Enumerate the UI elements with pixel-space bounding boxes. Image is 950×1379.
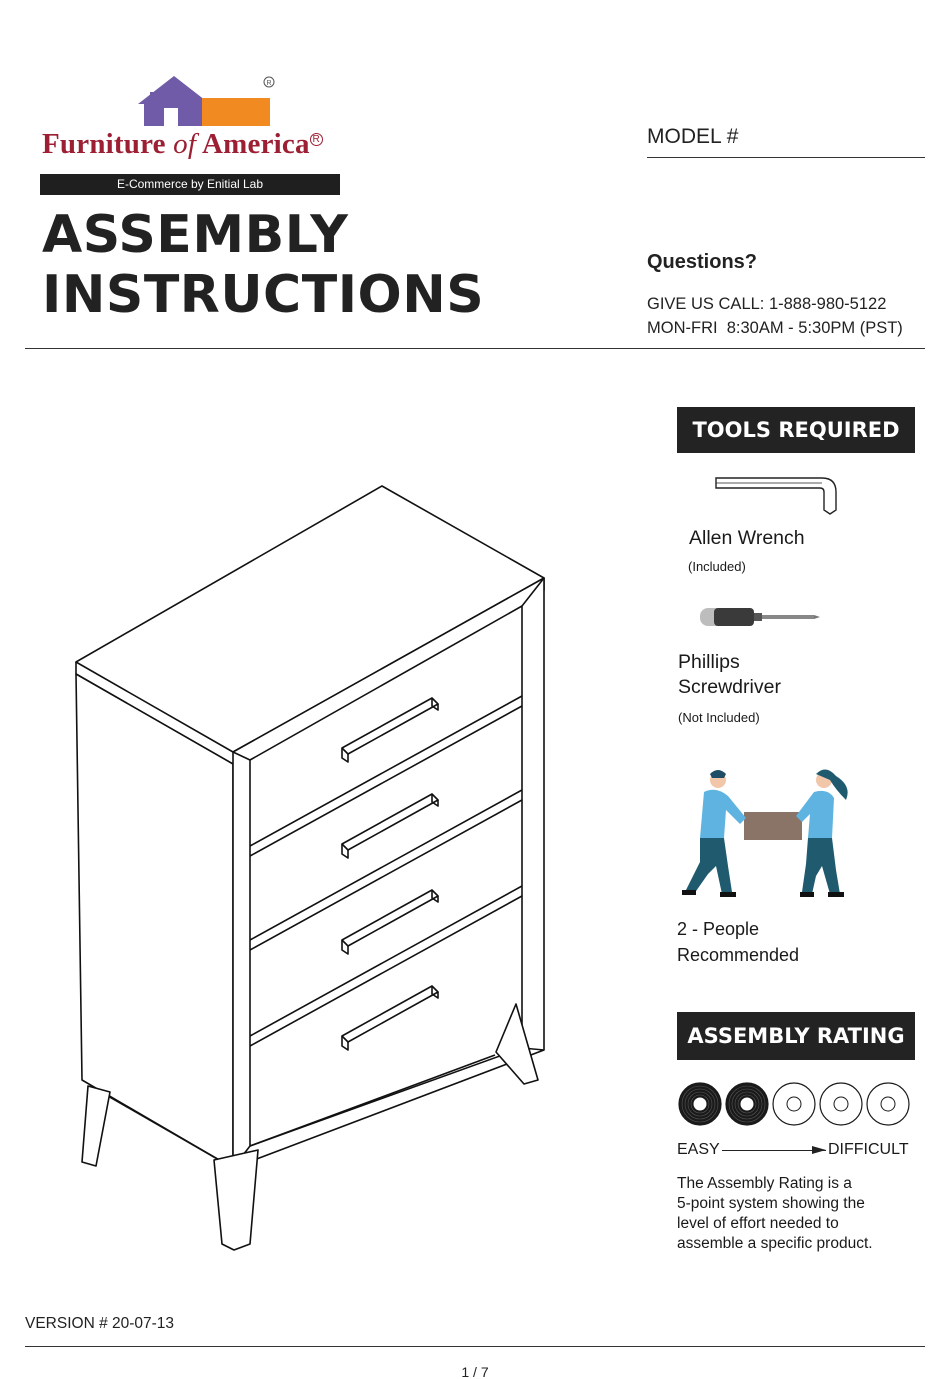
- page-number: 1 / 7: [461, 1364, 489, 1379]
- title-line-2: INSTRUCTIONS: [42, 265, 485, 325]
- model-label: MODEL #: [647, 125, 739, 148]
- brand-name: [42, 128, 323, 161]
- brand-of: of: [173, 128, 197, 160]
- hours-line: MON-FRI 8:30AM - 5:30PM (PST): [647, 319, 903, 337]
- rating-description-line-3: level of effort needed to: [677, 1215, 839, 1232]
- tools-required-banner: TOOLS REQUIRED: [677, 407, 915, 453]
- easy-label: EASY: [677, 1141, 720, 1158]
- rating-dot-filled: [679, 1083, 721, 1125]
- difficulty-arrow-head-icon: [812, 1146, 826, 1154]
- footer-divider: [25, 1346, 925, 1347]
- house-reg-mark: R: [266, 80, 272, 87]
- tool-note-screwdriver: (Not Included): [678, 710, 760, 725]
- screwdriver-icon: [698, 603, 822, 631]
- rating-dot-empty: [867, 1083, 909, 1125]
- version-number: VERSION # 20-07-13: [25, 1315, 175, 1332]
- rating-dot-empty: [820, 1083, 862, 1125]
- header-divider: [25, 348, 925, 349]
- tool-note-allen-wrench: (Included): [688, 559, 746, 574]
- two-people-carrying-icon: [676, 766, 862, 906]
- title-line-1: ASSEMBLY: [42, 205, 349, 265]
- people-count: 2 - People: [677, 919, 760, 939]
- chest-of-drawers-illustration: [70, 480, 550, 1260]
- difficulty-arrow-line: [722, 1150, 826, 1151]
- call-line: GIVE US CALL: 1-888-980-5122: [647, 295, 887, 313]
- registered-mark: R: [310, 133, 323, 146]
- tool-name-line-2: Screwdriver: [678, 676, 781, 698]
- rating-description-line-2: 5-point system showing the: [677, 1195, 865, 1212]
- allen-wrench-icon: [712, 474, 842, 518]
- rating-description-line-4: assemble a specific product.: [677, 1235, 873, 1252]
- brand-main: Furniture: [42, 128, 166, 160]
- assembly-rating-dots: [677, 1080, 917, 1128]
- questions-heading: Questions?: [647, 251, 758, 273]
- difficult-label: DIFFICULT: [828, 1141, 909, 1158]
- assembly-rating-banner: ASSEMBLY RATING: [677, 1012, 915, 1060]
- document-title: [42, 205, 484, 325]
- rating-dot-filled: [726, 1083, 768, 1125]
- tool-name-allen-wrench: Allen Wrench: [689, 527, 805, 549]
- model-underline: [647, 157, 925, 158]
- house-logo-icon: [130, 72, 280, 128]
- ecommerce-bar: E-Commerce by Enitial Lab: [40, 174, 340, 195]
- rating-dot-empty: [773, 1083, 815, 1125]
- people-recommended: Recommended: [677, 945, 800, 965]
- rating-description-line-1: The Assembly Rating is a: [677, 1175, 852, 1192]
- brand-end: America: [202, 128, 310, 160]
- tool-name-screwdriver: [678, 650, 781, 700]
- tool-name-line-1: Phillips: [678, 651, 740, 673]
